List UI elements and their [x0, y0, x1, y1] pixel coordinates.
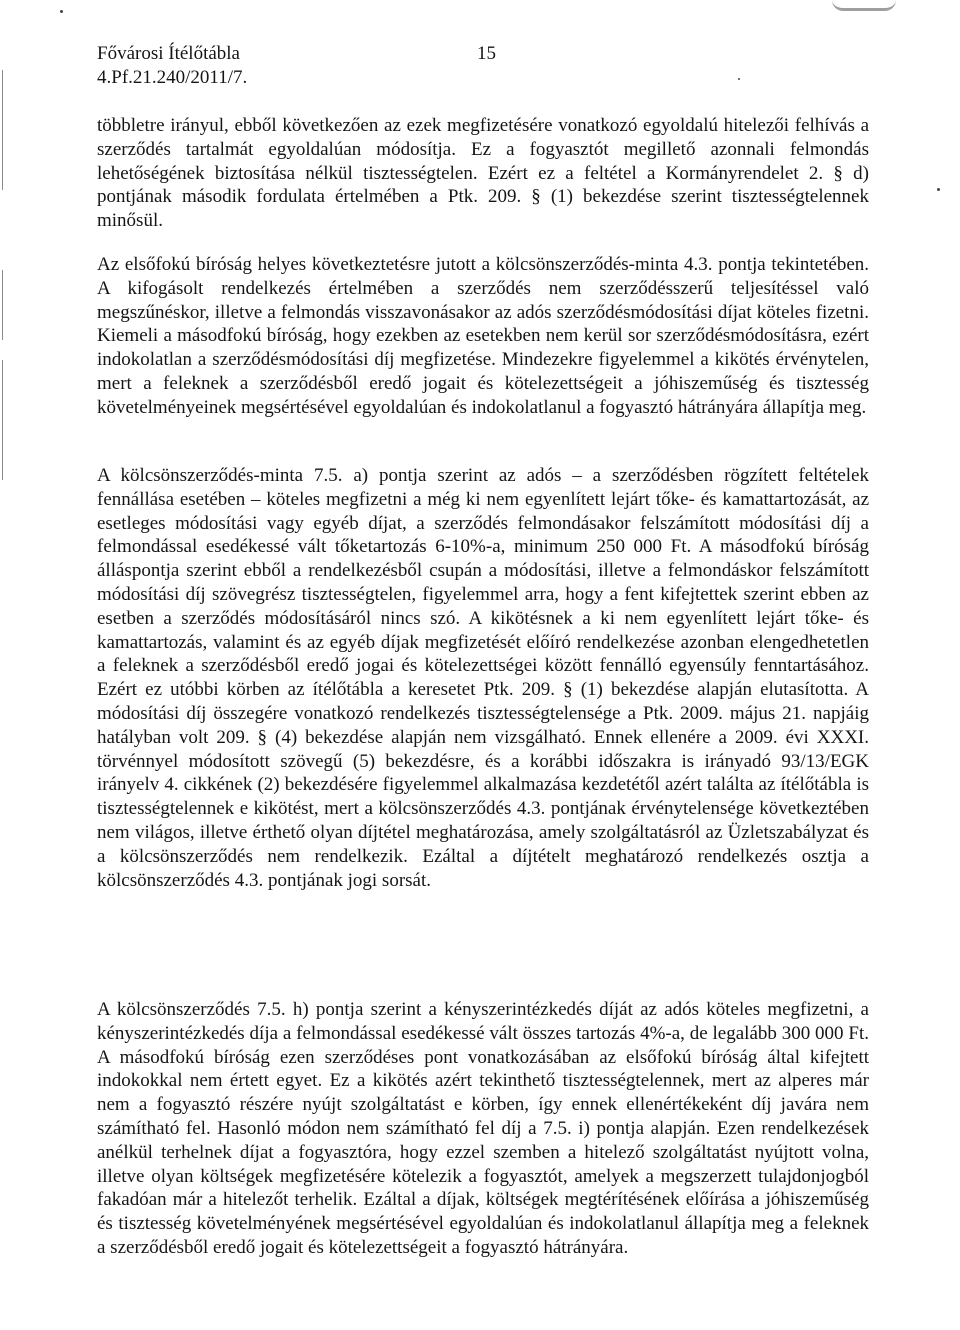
scan-corner-mark: [832, 0, 896, 11]
page-number: 15: [477, 43, 496, 64]
scan-edge-line: [2, 270, 3, 340]
court-name: Fővárosi Ítélőtábla: [97, 43, 240, 64]
scan-edge-line: [2, 70, 3, 190]
scan-speck: [738, 78, 740, 80]
scan-edge-line: [2, 360, 3, 480]
paragraph: A kölcsönszerződés-minta 7.5. a) pontja szerint az adós – a szerződésben rögzített feltételek fennállása esetében – köteles megfizetni a még ki nem egyenlített lejárt tőke- és kamattartozását, az esetleges módosítási vagy egyéb díjat, a szerződés felmondásakor felszámított módosítási díj a felmondással esedékessé vált tőketartozás 6-10%-a, minimum 250 000 Ft. A másodfokú bíróság álláspontja szerint ebből a rendelkezésből csupán a módosítási, illetve a felmondáskor felszámított módosítási díj szövegrész tisztességtelen, figyelemmel arra, hogy a fent kifejtettek szerint ebben az esetben a szerződés módosításáról nincs szó. A kikötésnek a ki nem egyenlített lejárt tőke- és kamattartozás, valamint és az egyéb díjak megfizetését előíró rendelkezése azonban elengedhetetlen a feleknek a szerződésből eredő jogai és kötelezettségei között fennálló egyensúly fenntartásához. Ezért ez utóbbi körben az ítélőtábla a keresetet Ptk. 209. § (1) bekezdése alapján elutasította. A módosítási díj összegére vonatkozó rendelkezés tisztességtelensége a Ptk. 2009. május 21. napjáig hatályban volt 209. § (4) bekezdése alapján nem vizsgálható. Ennek ellenére a 2009. évi XXXI. törvénnyel módosított szövegű (5) bekezdésre, és a korábbi időszakra is irányadó 93/13/EGK irányelv 4. cikkének (2) bekezdésére figyelemmel alkalmazása kezdetétől azért találta az ítélőtábla is tisztességtelennek e kikötést, mert a kölcsönszerződés 4.3. pontjának érvénytelensége következtében nem világos, illetve érthető olyan díjtétel meghatározása, amely szolgáltatásról az Üzletszabályzat és a kölcsönszerződés nem rendelkezik. Ezáltal a díjtételt meghatározó rendelkezés osztja a kölcsönszerződés 4.3. pontjának jogi sorsát.: [97, 465, 869, 891]
paragraph: többletre irányul, ebből következően az ezek megfizetésére vonatkozó egyoldalú hitelezői felhívás a szerződés tartalmát egyoldalúan módosítja. Ez a fogyasztót megillető azonnali felmondás lehetőségének biztosítása nélkül tisztességtelen. Ezért ez a feltétel a Kormányrendelet 2. § d) pontjának második fordulata értelmében a Ptk. 209. § (1) bekezdése szerint tisztességtelennek minősül.: [97, 115, 869, 232]
paragraph: Az elsőfokú bíróság helyes következtetésre jutott a kölcsönszerződés-minta 4.3. pontja tekintetében. A kifogásolt rendelkezés értelmében a szerződés nem szerződésszerű teljesítéssel való megszűnéskor, illetve a felmondás visszavonásakor az adós szerződésmódosítási díjat köteles fizetni. Kiemeli a másodfokú bíróság, hogy ezekben az esetekben nem kerül sor szerződésmódosításra, ezért indokolatlan a szerződésmódosítási díj megfizetése. Mindezekre figyelemmel a kikötés érvénytelen, mert a feleknek a szerződésből eredő jogait és kötelezettségeit a jóhiszeműség és tisztesség követelményeinek megsértésével egyoldalúan és indokolatlanul a fogyasztó hátrányára állapítja meg.: [97, 254, 869, 418]
paragraph: A kölcsönszerződés 7.5. h) pontja szerint a kényszerintézkedés díját az adós köteles megfizetni, a kényszerintézkedés díja a felmondással esedékessé vált összes tartozás 4%-a, de legalább 300 000 Ft. A másodfokú bíróság ezen szerződéses pont vonatkozásában az elsőfokú bíróság által kifejtett indokokkal nem értett egyet. Ez a kikötés azért tekinthető tisztességtelennek, mert az alperes már nem a fogyasztó részére nyújt szolgáltatást e körben, így ennek ellenértékeként díj javára nem számítható fel. Hasonló módon nem számítható fel díj a 7.5. i) pontja alapján. Ezen rendelkezések anélkül terhelnek díjat a fogyasztóra, hogy ezzel szemben a hitelező szolgáltatást nyújtott volna, illetve olyan költségek megfizetésére kötelezik a fogyasztót, amelyek a megszerzett tulajdonjogból fakadóan már a hitelezőt terhelik. Ezáltal a díjak, költségek megtérítésének előírása a jóhiszeműség és tisztesség követelményének megsértésével egyoldalúan és indokolatlanul állapítja meg a feleknek a szerződésből eredő jogait és kötelezettségeit a fogyasztó hátrányára.: [97, 999, 869, 1258]
scan-speck: [60, 10, 63, 13]
scan-speck: [937, 188, 940, 191]
case-number: 4.Pf.21.240/2011/7.: [97, 67, 248, 88]
